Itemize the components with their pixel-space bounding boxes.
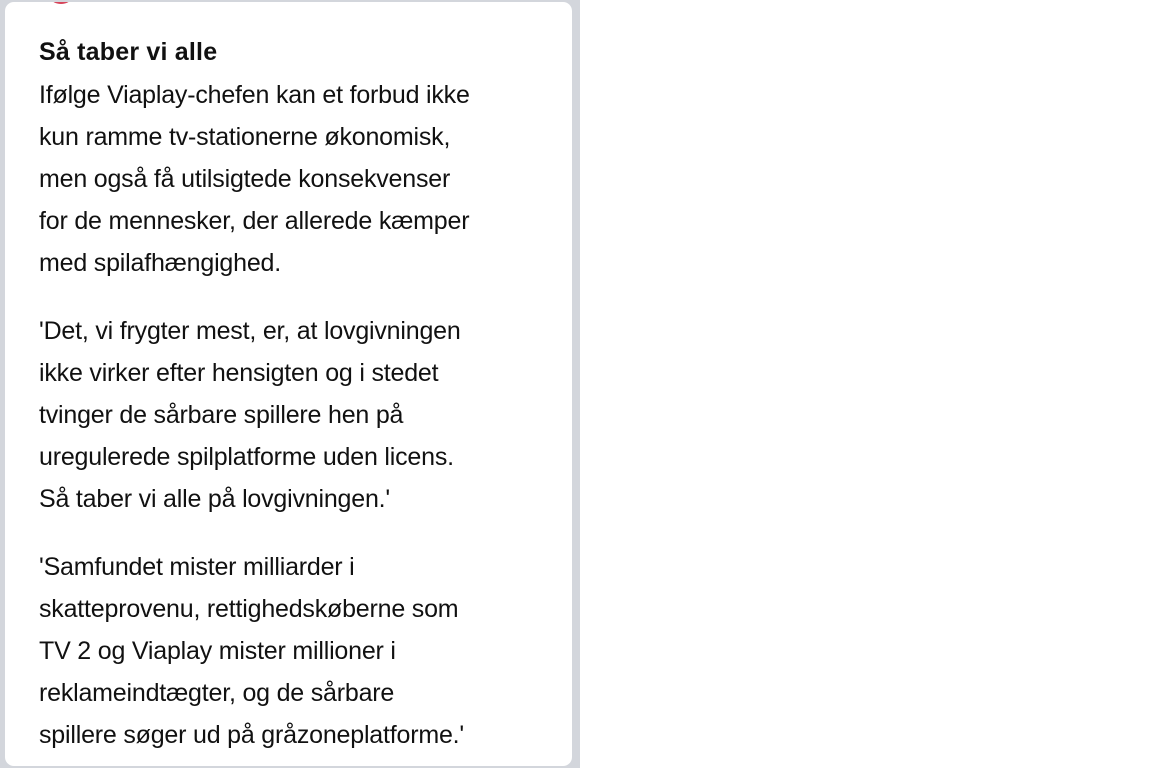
- article-paragraph-2: 'Det, vi frygter mest, er, at lovgivningen ikke virker efter hensigten og i stedet tvinger de sårbare spillere hen på uregulerede spilplatforme uden licens. Så taber vi alle på lovgivningen.': [39, 317, 461, 513]
- avatar-dot: [51, 2, 71, 4]
- article-paragraph-3: 'Samfundet mister milliarder i skatteprovenu, rettighedskøberne som TV 2 og Viaplay mister millioner i reklameindtægter, og de sårbare spillere søger ud på gråzoneplatforme.': [39, 553, 464, 749]
- article-paragraph-1: Ifølge Viaplay-chefen kan et forbud ikke kun ramme tv-stationerne økonomisk, men også få utilsigtede konsekvenser for de mennesker, der allerede kæmper med spilafhængighed.: [39, 81, 470, 277]
- article-card: [5, 2, 572, 766]
- article-heading: Så taber vi alle: [39, 38, 218, 66]
